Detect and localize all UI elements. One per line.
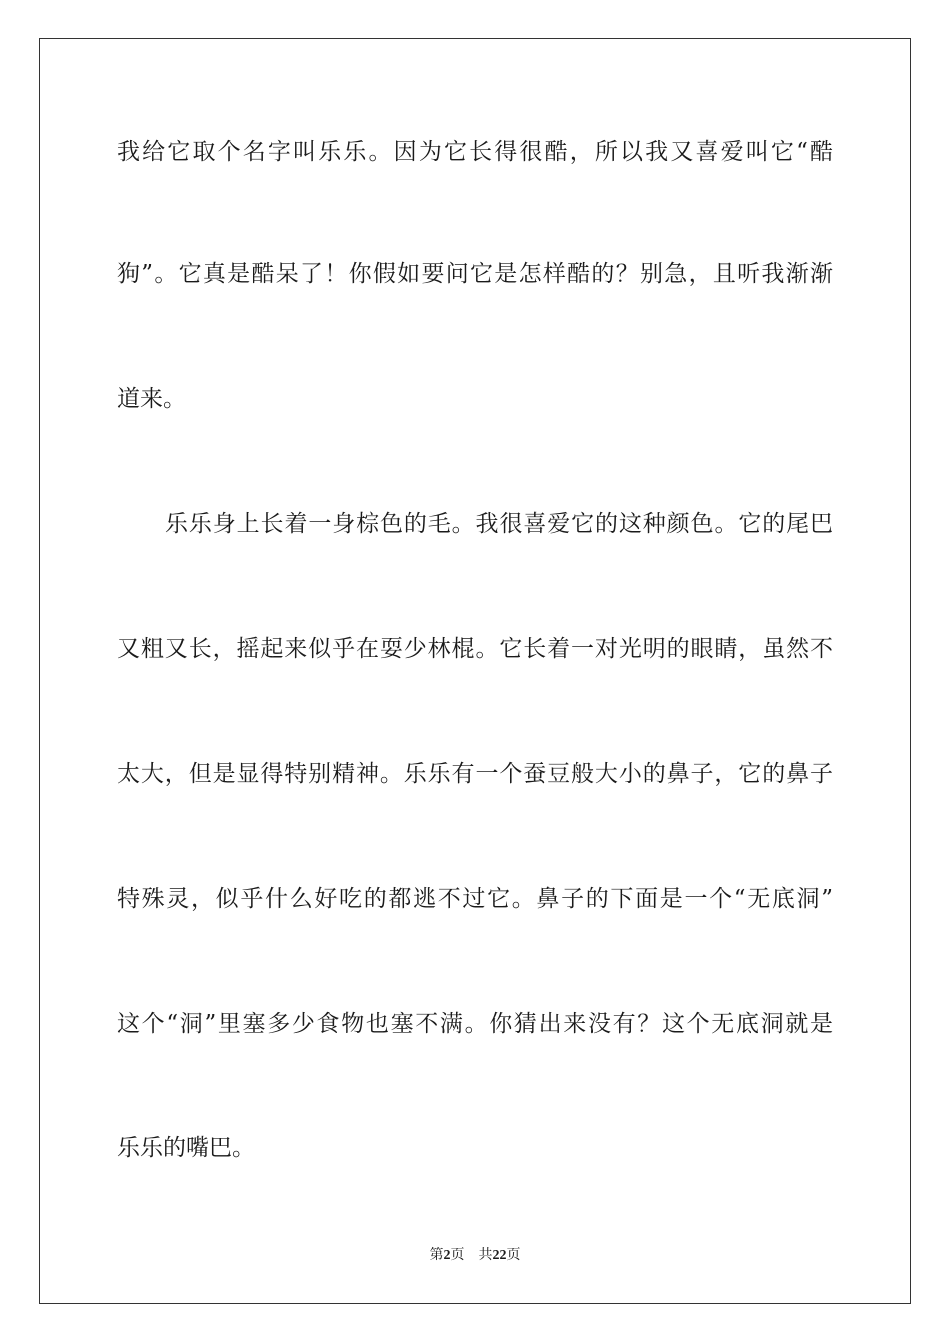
text-line: 狗”。它真是酷呆了！你假如要问它是怎样酷的？别急，且听我渐渐 (117, 261, 833, 287)
text-line: 道来。 (117, 386, 186, 412)
text-line: 我给它取个名字叫乐乐。因为它长得很酷，所以我又喜爱叫它“酷 (117, 139, 833, 165)
text-line: 又粗又长，摇起来似乎在耍少林棍。它长着一对光明的眼睛，虽然不 (117, 636, 833, 662)
text-line: 这个“洞”里塞多少食物也塞不满。你猜出来没有？这个无底洞就是 (117, 1011, 833, 1037)
page-number: 2 (443, 1248, 451, 1263)
page-border (39, 38, 911, 1304)
total-pages: 22 (492, 1248, 507, 1263)
text-line: 乐乐身上长着一身棕色的毛。我很喜爱它的这种颜色。它的尾巴 (165, 511, 833, 537)
text-line: 特殊灵，似乎什么好吃的都逃不过它。鼻子的下面是一个“无底洞” (117, 886, 833, 912)
text-line: 乐乐的嘴巴。 (117, 1135, 255, 1161)
text-line: 太大，但是显得特别精神。乐乐有一个蚕豆般大小的鼻子，它的鼻子 (117, 761, 833, 787)
page-footer (0, 1245, 950, 1266)
total-suffix: 页 (506, 1247, 521, 1263)
total-prefix: 共 (478, 1247, 493, 1263)
page-suffix: 页 (450, 1247, 465, 1263)
page-prefix: 第 (429, 1247, 444, 1263)
